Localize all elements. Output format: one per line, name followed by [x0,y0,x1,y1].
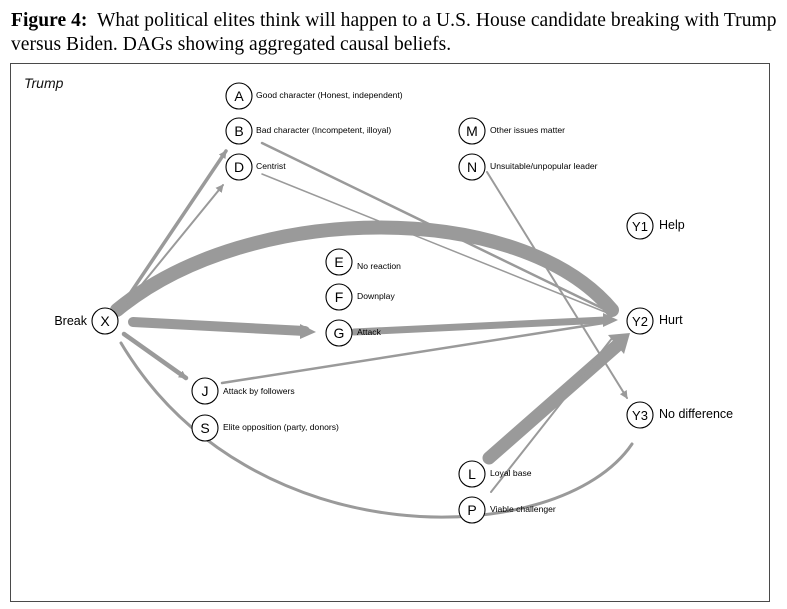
node-D-letter: D [233,159,245,175]
node-G-letter: G [333,325,345,341]
node-X-label: Break [54,314,87,328]
node-X-letter: X [100,313,110,329]
edge-X-B [119,151,226,310]
node-G-label: Attack [357,327,381,337]
node-M [459,118,565,144]
node-Y1-letter: Y1 [632,219,648,234]
node-E [326,249,401,275]
node-J [192,378,295,404]
node-B-letter: B [234,123,244,139]
node-A-letter: A [234,88,244,104]
node-A-label: Good character (Honest, independent) [256,90,403,100]
node-F [326,284,395,310]
figure-caption-text: What political elites think will happen to a U.S. House candidate breaking with Trump versus Biden. DAGs showing aggregated causal beliefs. [11,10,777,55]
node-S-letter: S [200,420,210,436]
edge-X-D [121,185,223,310]
node-L-label: Loyal base [490,468,532,478]
node-D [226,154,286,180]
node-P-letter: P [467,502,477,518]
node-F-label: Downplay [357,291,395,301]
node-S [192,415,339,441]
node-Y2-letter: Y2 [632,314,648,329]
node-N-letter: N [466,159,478,175]
node-M-label: Other issues matter [490,125,565,135]
node-Y1 [627,213,685,239]
edge-G-Y2 [354,320,605,332]
node-A [226,83,403,109]
edge-X-G [133,322,305,331]
node-Y3 [627,402,733,428]
node-Y2-label: Hurt [659,313,683,327]
node-B [226,118,391,144]
node-B-label: Bad character (Incompetent, illoyal) [256,125,392,135]
node-N [459,154,598,180]
edge-X-G-head [300,324,316,339]
edge-L-Y2 [489,343,620,458]
node-Y3-letter: Y3 [632,408,648,423]
node-M-letter: M [466,123,478,139]
node-Y1-label: Help [659,218,685,232]
edge-N-Y3 [487,172,627,398]
node-P-label: Viable challenger [490,504,556,514]
node-S-label: Elite opposition (party, donors) [223,422,339,432]
node-F-letter: F [334,289,344,305]
node-N-label: Unsuitable/unpopular leader [490,161,598,171]
node-J-label: Attack by followers [223,386,295,396]
panel-title: Trump [24,75,64,91]
node-Y2 [627,308,683,334]
node-E-letter: E [334,254,344,270]
node-J-letter: J [201,383,209,399]
edge-D-Y2 [262,174,610,314]
node-P [459,497,556,523]
figure-label: Figure 4: [11,10,88,31]
node-E-label: No reaction [357,261,401,271]
node-L [459,461,532,487]
node-D-label: Centrist [256,161,286,171]
node-L-letter: L [468,466,476,482]
edge-X-J [124,334,186,378]
node-Y3-label: No difference [659,407,734,421]
node-X [54,308,118,334]
